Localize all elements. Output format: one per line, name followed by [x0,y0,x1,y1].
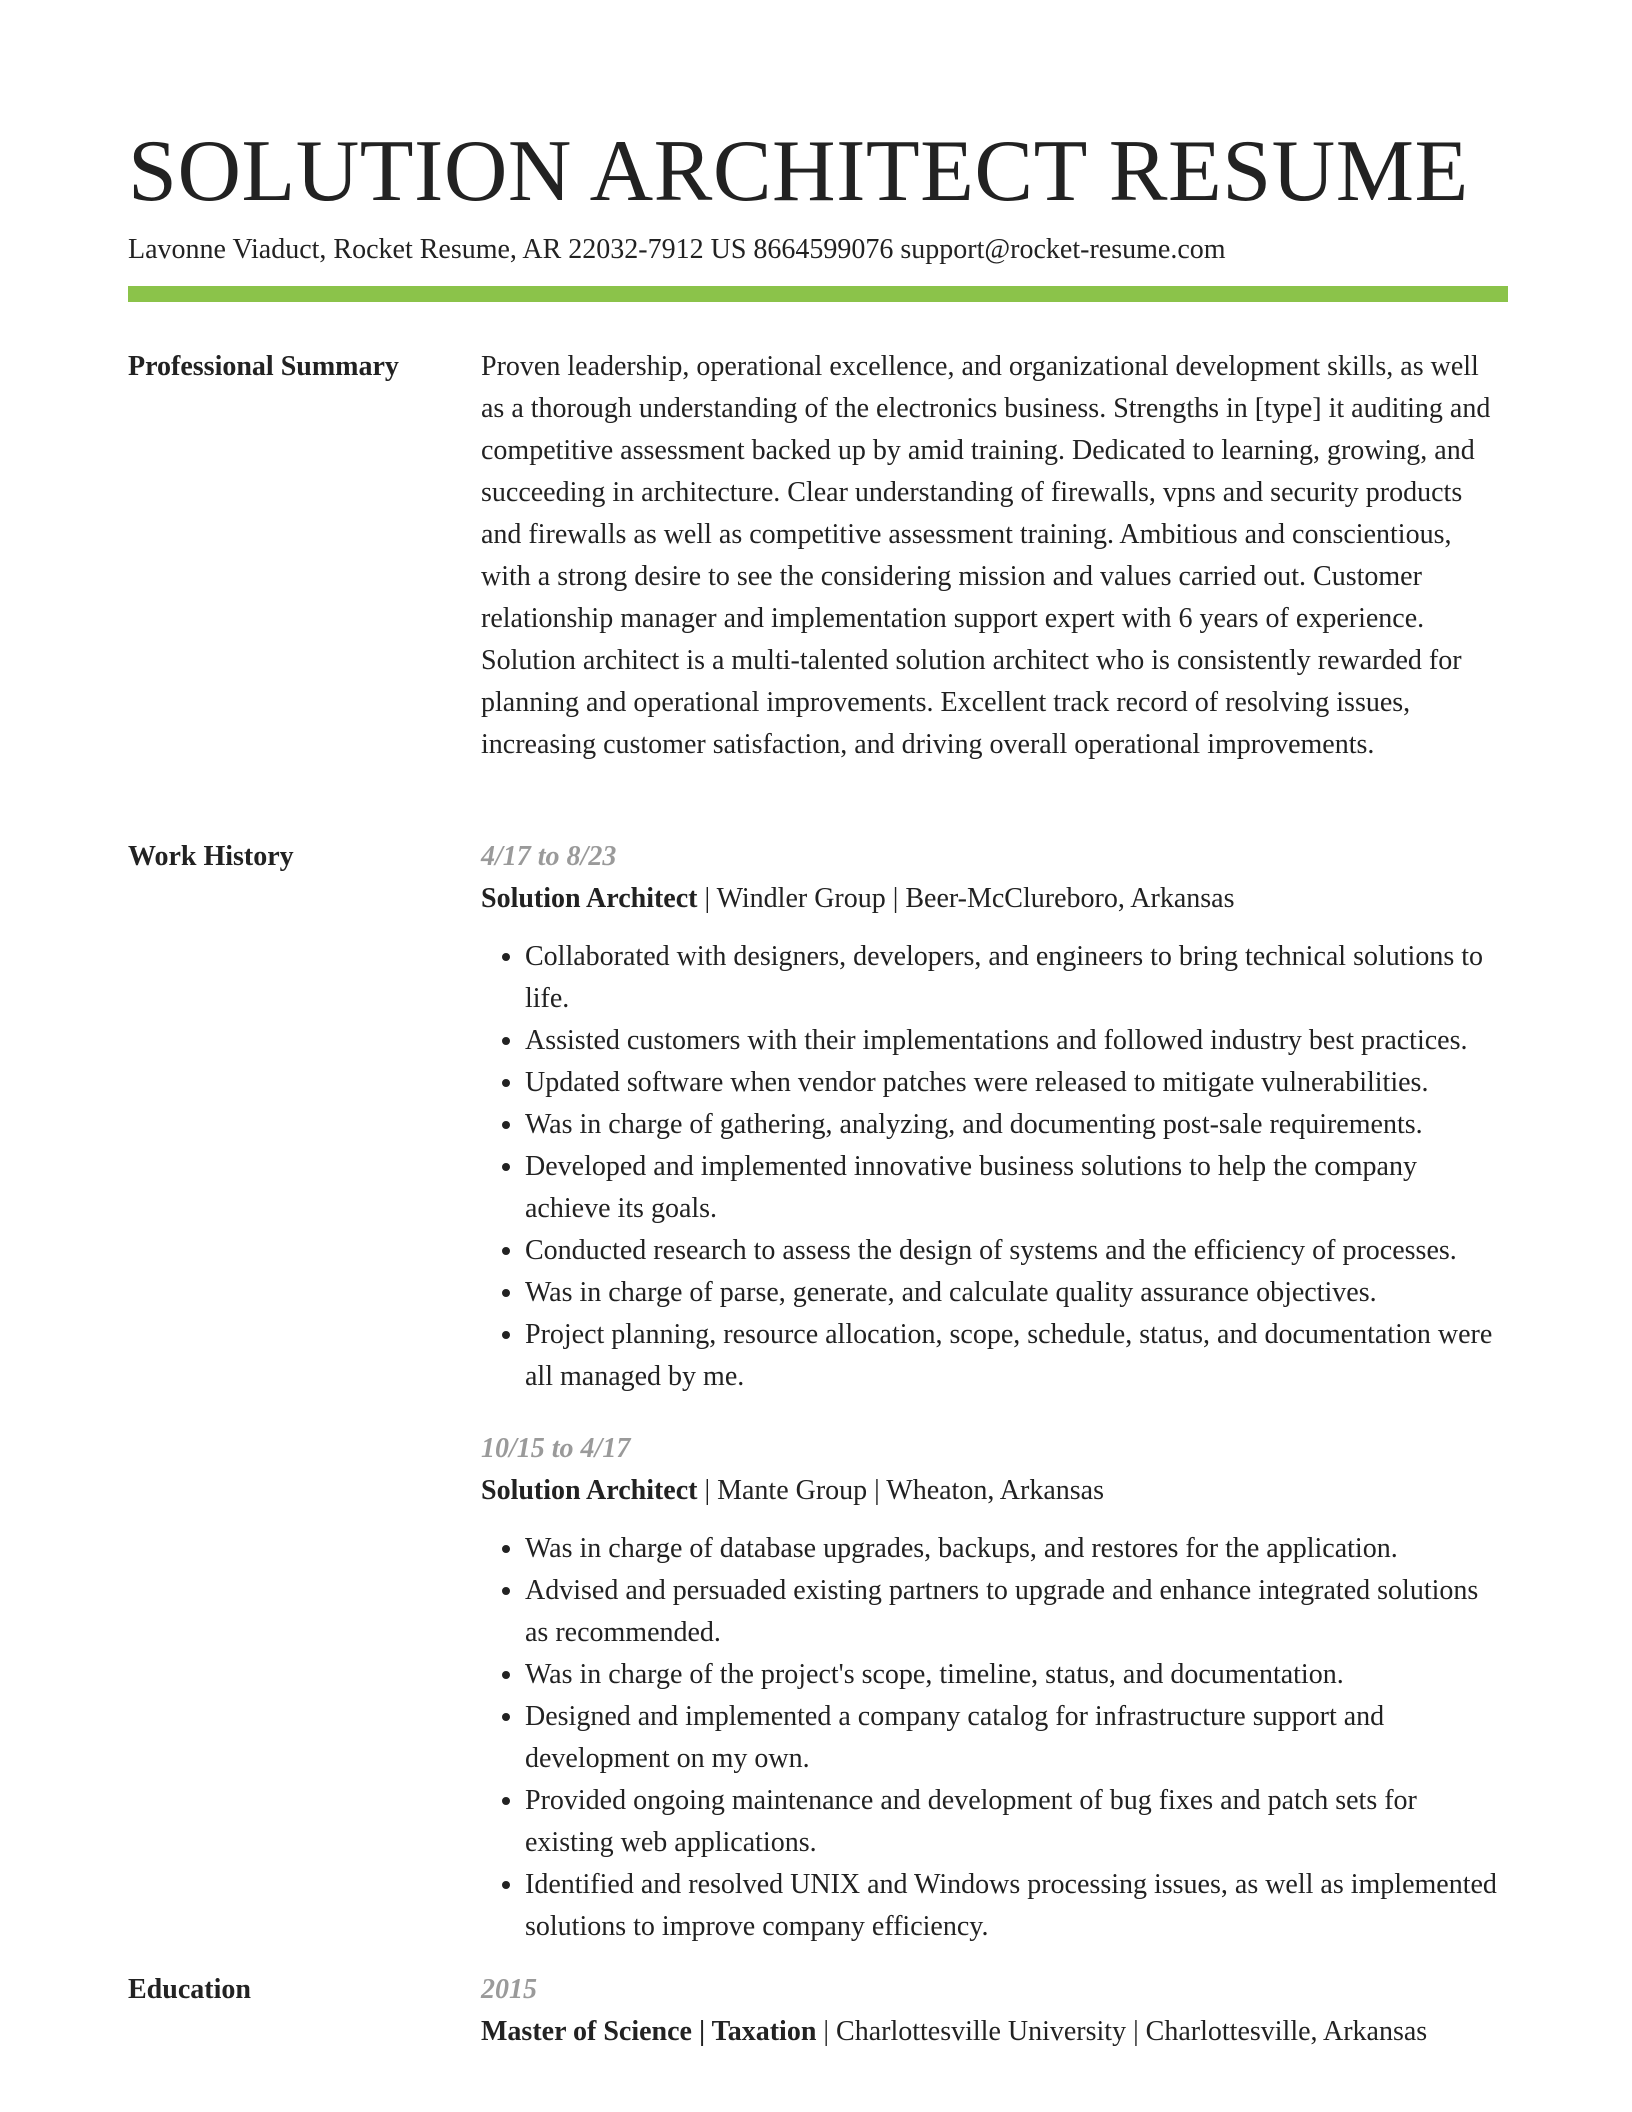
job-dates: 10/15 to 4/17 [481,1433,631,1464]
job-role: Solution Architect [481,1475,698,1506]
job-role: Solution Architect [481,883,698,914]
education-degree-line [481,2011,1508,2053]
job-bullet: • Designed and implemented a company catalog for infrastructure support and development on my own. [525,1696,1508,1780]
job-dates: 4/17 to 8/23 [481,841,617,872]
job-bullet: • Project planning, resource allocation, scope, schedule, status, and documentation were all managed by me. [525,1314,1508,1398]
job-bullet: • Advised and persuaded existing partners to upgrade and enhance integrated solutions as recommended. [525,1570,1508,1654]
job-bullet: • Was in charge of parse, generate, and calculate quality assurance objectives. [525,1272,1508,1314]
job-bullet: • Was in charge of gathering, analyzing, and documenting post-sale requirements. [525,1104,1508,1146]
resume-title: SOLUTION ARCHITECT RESUME [128,123,1469,220]
summary-body [481,346,1508,766]
job-bullet-list [481,936,1508,1398]
education-degree: Master of Science | Taxation [481,2016,817,2047]
education-school-location: | Charlottesville University | Charlottesville, Arkansas [816,2016,1428,2047]
education-heading: Education [128,1974,251,2005]
job-bullet: • Conducted research to assess the design of systems and the efficiency of processes. [525,1230,1508,1272]
job-bullet-list [481,1528,1508,1948]
contact-line: Lavonne Viaduct, Rocket Resume, AR 22032-7912 US 8664599076 support@rocket-resume.com [128,234,1226,265]
job-bullet: • Was in charge of database upgrades, backups, and restores for the application. [525,1528,1508,1570]
job-company-location: | Windler Group | Beer-McClureboro, Arkansas [697,883,1235,914]
job-company-location: | Mante Group | Wheaton, Arkansas [697,1475,1104,1506]
job-entry [481,836,1508,1398]
job-bullet: • Assisted customers with their implementations and followed industry best practices. [525,1020,1508,1062]
job-bullet: • Provided ongoing maintenance and development of bug fixes and patch sets for existing web applications. [525,1780,1508,1864]
job-bullet: • Was in charge of the project's scope, timeline, status, and documentation. [525,1654,1508,1696]
job-bullet: • Identified and resolved UNIX and Windows processing issues, as well as implemented solutions to improve company efficiency. [525,1864,1508,1948]
education-body [481,1969,1508,2053]
accent-divider [128,286,1508,302]
job-title-line [481,1470,1508,1512]
job-bullet: • Developed and implemented innovative business solutions to help the company achieve its goals. [525,1146,1508,1230]
job-bullet: • Updated software when vendor patches were released to mitigate vulnerabilities. [525,1062,1508,1104]
job-entry [481,1428,1508,1948]
job-bullet: • Collaborated with designers, developers, and engineers to bring technical solutions to life. [525,936,1508,1020]
job-title-line [481,878,1508,920]
work-history-body [481,836,1508,1948]
work-history-heading: Work History [128,841,294,872]
summary-heading: Professional Summary [128,351,399,382]
education-dates: 2015 [481,1974,537,2005]
summary-text: Proven leadership, operational excellence, and organizational development skills, as well as a thorough understanding of the electronics business. Strengths in [type] it auditing and competitive assessment backed up by amid training. Dedicated to learning, growing, and succeeding in architecture. Clear understanding of firewalls, vpns and security products and firewalls as well as competitive assessment training. Ambitious and conscientious, with a strong desire to see the considering mission and values carried out. Customer relationship manager and implementation support expert with 6 years of experience. Solution architect is a multi-talented solution architect who is consistently rewarded for planning and operational improvements. Excellent track record of resolving issues, increasing customer satisfaction, and driving overall operational improvements. [481,351,1491,760]
